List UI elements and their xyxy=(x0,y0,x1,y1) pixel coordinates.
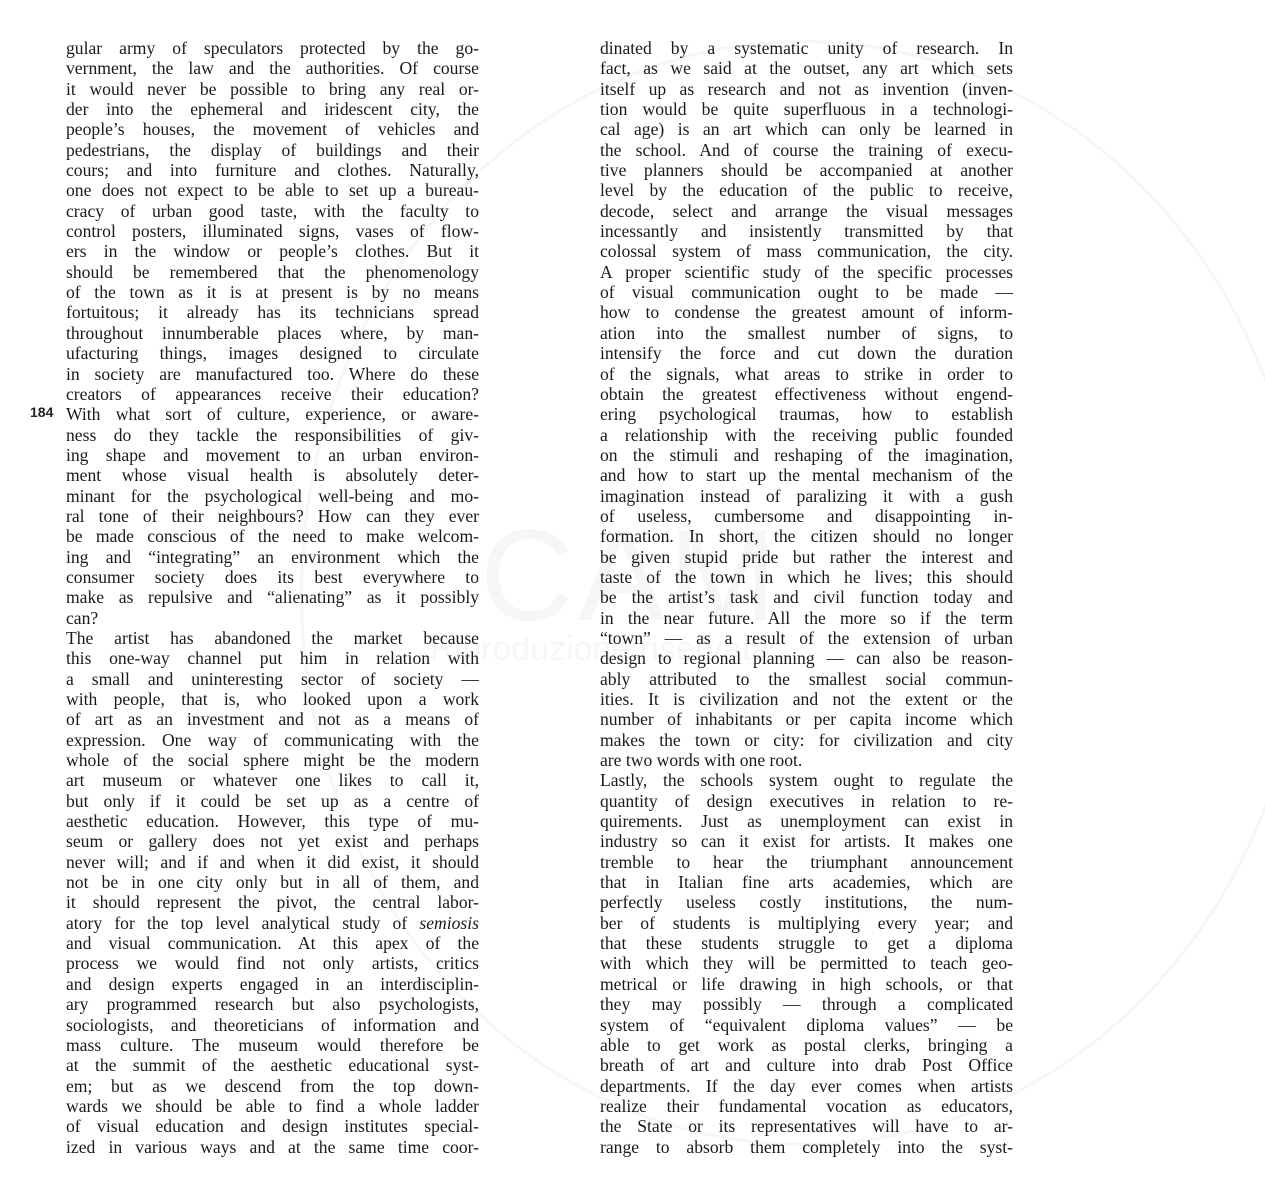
text-line: makes the town or city: for civilization and city xyxy=(600,729,1013,750)
text-line: a small and uninteresting sector of society — xyxy=(66,668,479,689)
text-line: aesthetic education. However, this type of mu- xyxy=(66,811,479,832)
text-line: never will; and if and when it did exist, it should xyxy=(66,851,479,872)
text-line: throughout innumberable places where, by man- xyxy=(66,322,479,343)
text-line: wards we should be able to find a whole ladder xyxy=(66,1095,479,1116)
text-line: intensify the force and cut down the duration xyxy=(600,343,1013,364)
text-line: make as repulsive and “alienating” as it possibly xyxy=(66,587,479,608)
text-line: cours; and into furniture and clothes. Naturally, xyxy=(66,160,479,181)
text-line: how to condense the greatest amount of inform- xyxy=(600,302,1013,323)
text-line: in society are manufactured too. Where do these xyxy=(66,363,479,384)
text-line: atory for the top level analytical study of semiosis xyxy=(66,912,479,933)
text-line: level by the education of the public to receive, xyxy=(600,180,1013,201)
text-line: one does not expect to be able to set up a bureau- xyxy=(66,180,479,201)
text-line: ber of students is multiplying every year; and xyxy=(600,912,1013,933)
text-line: ment whose visual health is absolutely deter- xyxy=(66,465,479,486)
text-line: fortuitous; it already has its technicians spread xyxy=(66,302,479,323)
text-line: industry so can it exist for artists. It makes one xyxy=(600,831,1013,852)
text-line: at the summit of the aesthetic educational syst- xyxy=(66,1055,479,1076)
text-line: ation into the smallest number of signs, to xyxy=(600,322,1013,343)
text-line: vernment, the law and the authorities. Of course xyxy=(66,58,479,79)
text-line: this one-way channel put him in relation with xyxy=(66,648,479,669)
text-line: number of inhabitants or per capita income which xyxy=(600,709,1013,730)
text-line: quirements. Just as unemployment can exist in xyxy=(600,811,1013,832)
text-line: cracy of urban good taste, with the faculty to xyxy=(66,200,479,221)
text-line: Lastly, the schools system ought to regulate the xyxy=(600,770,1013,791)
text-line: minant for the psychological well-being and mo- xyxy=(66,485,479,506)
text-line: tive planners should be accompanied at another xyxy=(600,160,1013,181)
text-line: der into the ephemeral and iridescent city, the xyxy=(66,99,479,120)
text-line: formation. In short, the citizen should no longer xyxy=(600,526,1013,547)
text-line: with people, that is, who looked upon a work xyxy=(66,689,479,709)
text-line: of visual education and design institutes special- xyxy=(66,1116,479,1137)
text-line: the State or its representatives will have to ar- xyxy=(600,1116,1013,1137)
text-line: “town” — as a result of the extension of urban xyxy=(600,627,1013,648)
text-line: process we would find not only artists, critics xyxy=(66,953,479,974)
text-line: in the near future. All the more so if the term xyxy=(600,607,1013,628)
text-line: itself up as research and not as invention (inven- xyxy=(600,78,1013,99)
text-line: expression. One way of communicating with the xyxy=(66,729,479,750)
text-line: design to regional planning — can also be reason- xyxy=(600,648,1013,669)
text-line: of art as an investment and not as a means of xyxy=(66,709,479,730)
text-line: of the signals, what areas to strike in order to xyxy=(600,363,1013,384)
text-line: ness do they tackle the responsibilities of giv- xyxy=(66,424,479,445)
text-line: with which they will be permitted to teach geo- xyxy=(600,953,1013,974)
text-line: art museum or whatever one likes to call it, xyxy=(66,770,479,791)
text-line: ing shape and movement to an urban environ- xyxy=(66,444,479,465)
text-line: imagination instead of paralizing it with a gush xyxy=(600,485,1013,506)
text-line: gular army of speculators protected by the go- xyxy=(66,38,479,58)
text-line: ably attributed to the smallest social commun- xyxy=(600,668,1013,689)
text-line: A proper scientific study of the specific processes xyxy=(600,261,1013,282)
text-line: ers in the window or people’s clothes. But it xyxy=(66,241,479,262)
text-line: mass culture. The museum would therefore be xyxy=(66,1034,479,1055)
text-line: dinated by a systematic unity of research. In xyxy=(600,38,1013,58)
text-line: fact, as we said at the outset, any art which sets xyxy=(600,58,1013,79)
text-line: but only if it could be set up as a centre of xyxy=(66,790,479,811)
text-line: whole of the social sphere might be the modern xyxy=(66,750,479,771)
text-line: breath of art and culture into drab Post Office xyxy=(600,1055,1013,1076)
text-line: ing and “integrating” an environment which the xyxy=(66,546,479,567)
text-line: em; but as we descend from the top down- xyxy=(66,1075,479,1096)
text-line: and design experts engaged in an interdisciplin- xyxy=(66,973,479,994)
text-line: seum or gallery does not yet exist and perhaps xyxy=(66,831,479,852)
text-line: they may possibly — through a complicated xyxy=(600,994,1013,1015)
text-line: consumer society does its best everywhere to xyxy=(66,566,479,587)
text-line: should be remembered that the phenomenology xyxy=(66,261,479,282)
text-line: a relationship with the receiving public founded xyxy=(600,424,1013,445)
text-line: be made conscious of the need to make welcom- xyxy=(66,526,479,547)
text-line: tremble to hear the triumphant announcement xyxy=(600,851,1013,872)
text-line: obtain the greatest effectiveness without engend- xyxy=(600,383,1013,404)
text-line: creators of appearances receive their education? xyxy=(66,383,479,404)
text-line: ized in various ways and at the same time coor- xyxy=(66,1136,479,1157)
text-line: of useless, cumbersome and disappointing in- xyxy=(600,505,1013,526)
text-line: the school. And of course the training of execu- xyxy=(600,139,1013,160)
text-line: be the artist’s task and civil function today and xyxy=(600,587,1013,608)
text-line: of visual communication ought to be made — xyxy=(600,282,1013,303)
text-line: people’s houses, the movement of vehicles and xyxy=(66,119,479,140)
text-line: not be in one city only but in all of them, and xyxy=(66,872,479,893)
text-line: departments. If the day ever comes when artists xyxy=(600,1075,1013,1096)
text-line: cal age) is an art which can only be learned in xyxy=(600,119,1013,140)
text-line: able to get work as postal clerks, bringing a xyxy=(600,1034,1013,1055)
text-line: sociologists, and theoreticians of information and xyxy=(66,1014,479,1035)
text-line: metrical or life drawing in high schools, or that xyxy=(600,973,1013,994)
text-line: tion would be quite superfluous in a technologi- xyxy=(600,99,1013,120)
text-line: on the stimuli and reshaping of the imagination, xyxy=(600,444,1013,465)
left-text-column xyxy=(66,38,479,1157)
text-line: control posters, illuminated signs, vases of flow- xyxy=(66,221,479,242)
text-line: ities. It is civilization and not the extent or the xyxy=(600,689,1013,709)
text-line: ering psychological traumas, how to establish xyxy=(600,404,1013,425)
text-line: incessantly and insistently transmitted by that xyxy=(600,221,1013,242)
text-line: of the town as it is at present is by no means xyxy=(66,282,479,303)
text-line: and how to start up the mental mechanism of the xyxy=(600,465,1013,486)
emphasis-term: semiosis xyxy=(419,912,479,933)
text-line: realize their fundamental vocation as educators, xyxy=(600,1095,1013,1116)
text-line: With what sort of culture, experience, or aware- xyxy=(66,404,479,425)
text-line: ary programmed research but also psychologists, xyxy=(66,994,479,1015)
text-line: it should represent the pivot, the central labor- xyxy=(66,892,479,913)
text-line: colossal system of mass communication, the city. xyxy=(600,241,1013,262)
text-line: ufacturing things, images designed to circulate xyxy=(66,343,479,364)
text-line: that these students struggle to get a diploma xyxy=(600,933,1013,954)
text-line: system of “equivalent diploma values” — be xyxy=(600,1014,1013,1035)
text-line: it would never be possible to bring any real or- xyxy=(66,78,479,99)
text-line: pedestrians, the display of buildings and their xyxy=(66,139,479,160)
right-text-column xyxy=(600,38,1013,1157)
text-line: range to absorb them completely into the syst- xyxy=(600,1136,1013,1157)
text-line: can? xyxy=(66,607,99,628)
text-line: that in Italian fine arts academies, which are xyxy=(600,872,1013,893)
text-line: The artist has abandoned the market because xyxy=(66,627,479,648)
text-line: perfectly useless costly institutions, the num- xyxy=(600,892,1013,913)
page-number: 184 xyxy=(30,404,54,420)
text-line: decode, select and arrange the visual messages xyxy=(600,200,1013,221)
text-line: taste of the town in which he lives; this should xyxy=(600,566,1013,587)
text-line: are two words with one root. xyxy=(600,750,803,771)
text-line: ral tone of their neighbours? How can they ever xyxy=(66,505,479,526)
text-line: be given stupid pride but rather the interest and xyxy=(600,546,1013,567)
text-line: and visual communication. At this apex of the xyxy=(66,933,479,954)
text-line: quantity of design executives in relation to re- xyxy=(600,790,1013,811)
